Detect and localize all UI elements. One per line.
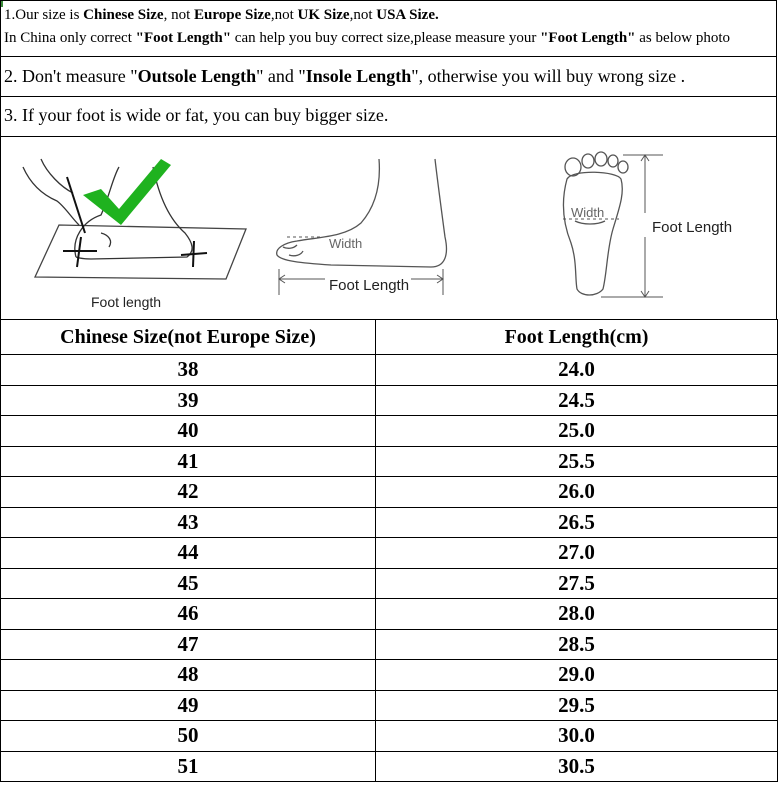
length-cell: 29.5 [376,690,778,721]
length-cell: 30.5 [376,751,778,782]
size-cell: 42 [1,477,376,508]
length-cell: 25.0 [376,416,778,447]
table-row [1,416,778,447]
size-cell: 45 [1,568,376,599]
size-cell: 40 [1,416,376,447]
foot-length-label-side: Foot Length [329,277,410,294]
header-foot-length: Foot Length(cm) [376,320,778,355]
size-cell: 51 [1,751,376,782]
size-cell: 43 [1,507,376,538]
table-row [1,385,778,416]
length-cell: 27.5 [376,568,778,599]
length-cell: 29.0 [376,660,778,691]
length-cell: 30.0 [376,721,778,752]
table-row [1,538,778,569]
table-row [1,477,778,508]
size-table-header [1,320,778,355]
notice-size-system [0,0,777,57]
size-cell: 46 [1,599,376,630]
length-cell: 24.5 [376,385,778,416]
length-cell: 26.5 [376,507,778,538]
table-row [1,660,778,691]
size-cell: 50 [1,721,376,752]
size-cell: 39 [1,385,376,416]
notice-line-2: In China only correct "Foot Length" can help you buy correct size,please measure your "Foot Length" as below photo [4,30,731,46]
length-cell: 28.0 [376,599,778,630]
size-cell: 41 [1,446,376,477]
length-cell: 24.0 [376,355,778,386]
table-row [1,690,778,721]
notice-item-3: 3. If your foot is wide or fat, you can buy bigger size. [4,105,389,125]
foot-length-label-sole: Foot Length [652,219,733,236]
notice-item-2: 2. Don't measure "Outsole Length" and "Insole Length", otherwise you will buy wrong size . [4,66,686,86]
length-cell: 28.5 [376,629,778,660]
notice-dont-measure [0,57,777,97]
width-label-side: Width [329,236,363,251]
table-row [1,355,778,386]
table-row [1,507,778,538]
green-check-icon [83,159,171,225]
table-row [1,446,778,477]
sole-foot-drawing [564,152,628,295]
table-row [1,599,778,630]
table-row [1,568,778,599]
length-cell: 27.0 [376,538,778,569]
header-chinese-size: Chinese Size(not Europe Size) [1,320,376,355]
length-cell: 26.0 [376,477,778,508]
length-cell: 25.5 [376,446,778,477]
table-row [1,751,778,782]
measure-on-paper-drawing [23,159,246,279]
measurement-illustration [0,137,777,320]
table-row [1,721,778,752]
size-cell: 48 [1,660,376,691]
size-cell: 49 [1,690,376,721]
size-table [0,319,778,782]
foot-length-caption-1: Foot length [91,294,162,310]
size-cell: 44 [1,538,376,569]
size-cell: 47 [1,629,376,660]
size-cell: 38 [1,355,376,386]
notice-line-1: 1.Our size is Chinese Size, not Europe Size,not UK Size,not USA Size. [4,7,439,23]
table-row [1,629,778,660]
width-label-sole: Width [571,205,605,220]
notice-wide-foot [0,97,777,137]
measurement-diagrams [1,137,776,320]
